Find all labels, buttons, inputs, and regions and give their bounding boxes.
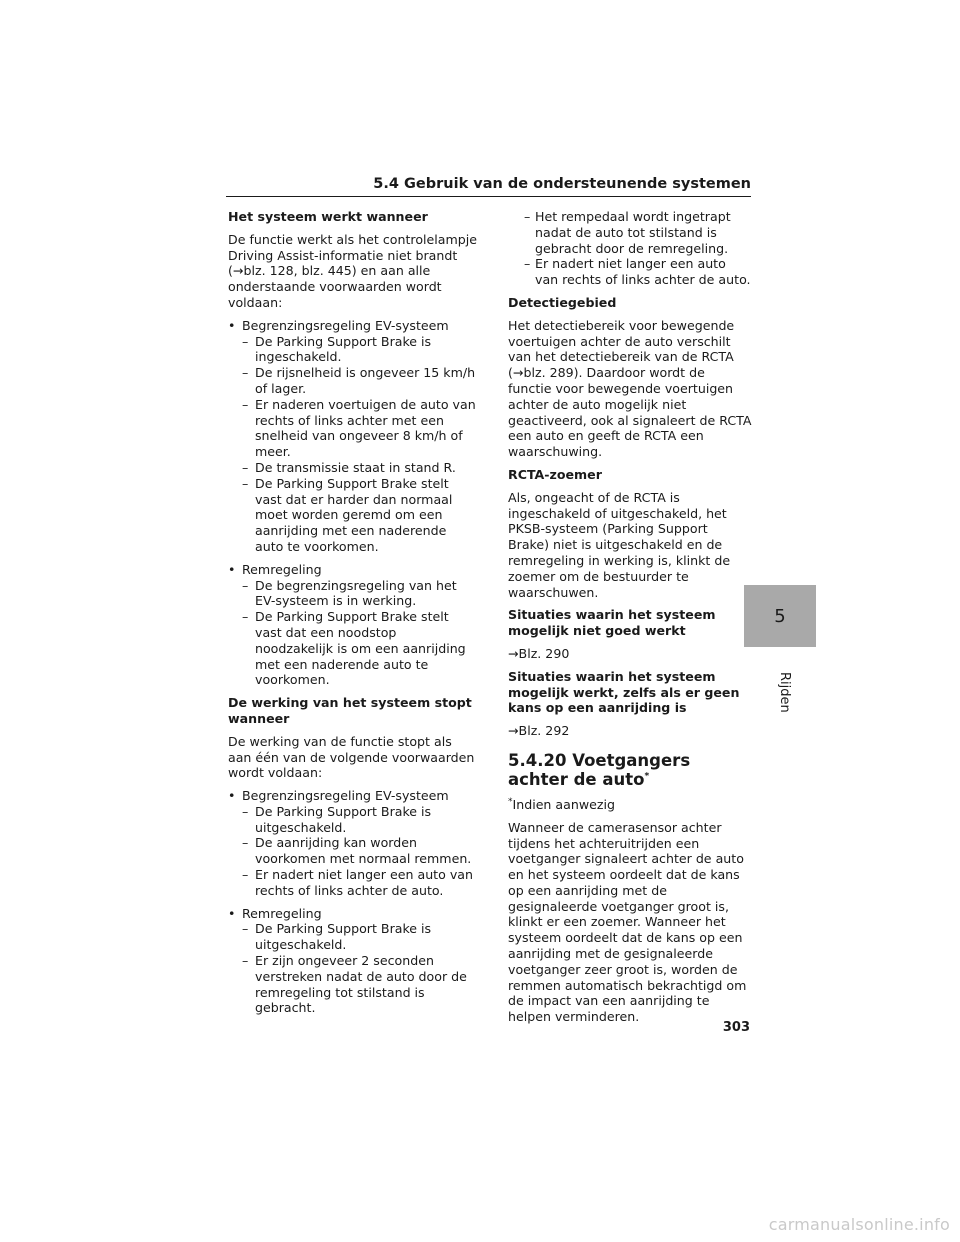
right-column [508,209,752,1032]
footnote: *Indien aanwezig [508,796,615,812]
condition-group-3 [228,788,478,899]
heading-rcta-buzzer: RCTA-zoemer [508,466,602,482]
dash-item: – Er nadert niet langer een auto van rechts of links achter de auto. [524,256,751,288]
condition-group-4 [228,906,478,1017]
dash-item: – Er naderen voertuigen de auto van rechts of links achter met een snelheid van ongeveer 8 km/h of meer. [242,396,476,460]
dash-item: – De Parking Support Brake is uitgeschakeld. [242,803,432,835]
condition-group-4-continued [508,209,752,288]
buzzer-paragraph: Als, ongeacht of de RCTA is ingeschakeld of uitgeschakeld, het PKSB-systeem (Parking Support Brake) niet is uitgeschakeld en de remregeling in werking is, klinkt de zoemer om de bestuurder te waarschuwen. [508,489,731,600]
pedestrian-paragraph: Wanneer de camerasensor achter tijdens het achteruitrijden een voetganger signaleert achter de auto en het systeem oordeelt dat de kans op een aanrijding met de gesignaleerde voetganger groot is, klinkt er een zoemer. Wanneer het systeem oordeelt dat de kans op een aanrijding met de gesignaleerde voetganger zeer groot is, worden de remmen automatisch bekrachtigd om de impact van een aanrijding te helpen verminderen. [508,819,747,1025]
heading-detection-area: Detectiegebied [508,294,617,310]
bullet-item: • Begrenzingsregeling EV-systeem [228,788,478,804]
stop-paragraph: De werking van de functie stopt als aan één van de volgende voorwaarden wordt voldaan: [228,733,475,781]
heading-system-stops: De werking van het systeem stopt wanneer [228,695,472,726]
page-header: 5.4 Gebruik van de ondersteunende systemen [226,176,751,197]
dash-item: – Er nadert niet langer een auto van rechts of links achter de auto. [242,867,473,898]
bullet-item: • Remregeling [228,562,478,578]
page-reference-292: →Blz. 292 [508,723,570,739]
dash-item: – De transmissie staat in stand R. [242,459,456,475]
dash-item: – De begrenzingsregeling van het EV-systeem is in werking. [242,577,457,609]
bullet-item: • Remregeling [228,906,478,922]
bullet-item: • Begrenzingsregeling EV-systeem [228,318,478,334]
condition-group-2 [228,562,478,688]
page-reference-290: →Blz. 290 [508,645,570,661]
condition-group-1 [228,318,478,555]
dash-item: – De Parking Support Brake is ingeschakeld. [242,333,432,365]
dash-item: – De Parking Support Brake stelt vast dat er harder dan normaal moet worden geremd om een aanrijding met een naderende auto te voorkomen. [242,475,453,554]
chapter-tab: 5 [744,585,816,647]
intro-paragraph: De functie werkt als het controlelampje Driving Assist-informatie niet brandt (→blz. 128, blz. 445) en aan alle onderstaande voorwaarden wordt voldaan: [228,231,477,310]
chapter-label: Rijden [777,672,792,713]
heading-not-working-situations: Situaties waarin het systeem mogelijk niet goed werkt [508,607,716,639]
page-number: 303 [722,1020,750,1035]
left-column [228,209,478,1023]
heading-system-works: Het systeem werkt wanneer [228,209,428,224]
dash-item: – Er zijn ongeveer 2 seconden verstreken nadat de auto door de remregeling tot stilstand is gebracht. [242,953,467,1016]
watermark: carmanualsonline.info [768,1215,950,1234]
dash-item: – De Parking Support Brake is uitgeschakeld. [242,921,432,953]
dash-item: – Het rempedaal wordt ingetrapt nadat de auto tot stilstand is gebracht door de remregeling. [524,209,731,256]
heading-false-activation-situations: Situaties waarin het systeem mogelijk werkt, zelfs als er geen kans op een aanrijding is [508,668,740,716]
dash-item: – De Parking Support Brake stelt vast dat een noodstop noodzakelijk is om een aanrijding met een naderende auto te voorkomen. [242,609,466,688]
detection-paragraph: Het detectiebereik voor bewegende voertuigen achter de auto verschilt van het detectiebereik van de RCTA (→blz. 289). Daardoor wordt de functie voor bewegende voertuigen achter de auto mogelijk niet geactiveerd, ook al signaleert de RCTA een auto en geeft de RCTA een waarschuwing. [508,317,752,460]
dash-item: – De aanrijding kan worden voorkomen met normaal remmen. [242,835,472,867]
dash-item: – De rijsnelheid is ongeveer 15 km/h of lager. [242,365,476,396]
section-title: 5.4.20 Voetgangers achter de auto* [508,750,691,789]
